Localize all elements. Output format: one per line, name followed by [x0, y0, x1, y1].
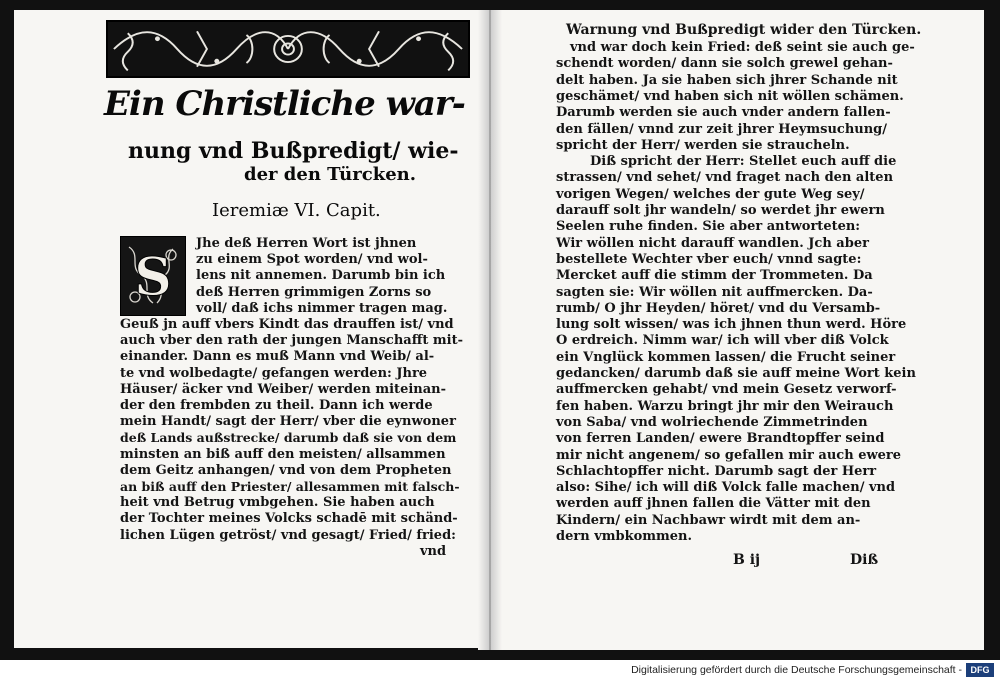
- text-line: schendt worden/ dann sie solch grewel gehan-: [556, 56, 893, 72]
- text-line: auch vber den rath der jungen Manschafft mit-: [120, 333, 464, 349]
- dfg-logo: DFG: [966, 663, 994, 677]
- text-line: deß Herren grimmigen Zorns so: [196, 284, 432, 300]
- text-line: mir nicht angenem/ so gefallen mir auch ewere: [556, 447, 902, 463]
- text-line: voll/ daß ichs nimmer tragen mag.: [196, 300, 448, 316]
- funding-credit: Digitalisierung gefördert durch die Deutsche Forschungsgemeinschaft -: [631, 664, 962, 676]
- text-line: gedancken/ darumb daß sie auff meine Wort kein: [556, 366, 916, 381]
- text-line: O erdreich. Nimm war/ ich will vber diß Volck: [556, 333, 889, 349]
- text-line: ein Vnglück kommen lassen/ die Frucht seiner: [556, 349, 896, 365]
- text-line: deß Lands außstrecke/ darumb daß sie von dem: [120, 430, 457, 446]
- digitization-footer: [0, 660, 1000, 682]
- text-line: an biß auff den Priester/ allesammen mit falsch-: [120, 479, 460, 494]
- running-head: Warnung vnd Bußpredigt wider den Türcken.: [566, 22, 922, 38]
- text-line: rumb/ O jhr Heyden/ höret/ vnd du Versamb-: [556, 300, 881, 316]
- text-line: Seelen ruhe finden. Sie aber antworteten:: [556, 219, 861, 235]
- decorated-initial: [120, 236, 186, 316]
- text-line: vnd war doch kein Fried: deß seint sie auch ge-: [570, 40, 915, 55]
- text-line: dem Geitz anhangen/ vnd von dem Propheten: [120, 462, 452, 478]
- initial-s-icon: [121, 237, 185, 315]
- text-line: Diß spricht der Herr: Stellet euch auff die: [590, 154, 897, 170]
- text-line: von Saba/ vnd wolriechende Zimmetrinden: [556, 414, 868, 430]
- text-line: darauff solt jhr wandeln/ so werdet jhr ewern: [556, 203, 885, 218]
- text-line: fen haben. Warzu bringt jhr mir den Weirauch: [556, 398, 894, 414]
- signature-mark: B ij: [733, 552, 761, 568]
- text-line: delt haben. Ja sie haben sich jhrer Schande nit: [556, 72, 898, 88]
- text-line: der Tochter meines Volcks schadē mit schänd-: [120, 511, 458, 527]
- text-line: lung solt wissen/ was ich jhnen thun werd. Höre: [556, 317, 907, 333]
- text-line: Mercket auff die stimm der Trommeten. Da: [556, 268, 873, 284]
- text-line: geschämet/ vnd haben sich nit wöllen schämen.: [556, 88, 904, 104]
- text-line: bestellete Wechter vber euch/ vnnd sagte:: [556, 251, 862, 267]
- text-line: Häuser/ äcker vnd Weiber/ werden miteinan-: [120, 381, 446, 397]
- text-line: Wir wöllen nicht darauff wandlen. Jch aber: [556, 235, 869, 251]
- text-line: einander. Dann es muß Mann vnd Weib/ al-: [120, 349, 435, 365]
- text-line: zu einem Spot worden/ vnd wol-: [196, 252, 428, 268]
- catchword: Diß: [850, 552, 879, 568]
- text-line: der den frembden zu theil. Dann ich werde: [120, 398, 433, 413]
- text-line: strassen/ vnd sehet/ vnd fraget nach den alten: [556, 170, 894, 186]
- ornamental-header-band: [106, 20, 470, 78]
- text-line: te vnd wolbedagte/ gefangen werden: Jhre: [120, 365, 428, 381]
- text-line: mein Handt/ sagt der Herr/ vber die eynwoner: [120, 414, 456, 430]
- text-line: sagten sie: Wir wöllen nit auffmercken. Da-: [556, 284, 873, 300]
- text-line: also: Sihe/ ich will diß Volck falle machen/ vnd: [556, 480, 896, 496]
- chapter-heading: Ieremiæ VI. Capit.: [212, 200, 381, 221]
- initial-letter: S: [134, 247, 172, 308]
- text-line: von ferren Landen/ ewere Brandtopffer seind: [556, 431, 885, 447]
- text-line: spricht der Herr/ werden sie straucheln.: [556, 137, 850, 153]
- text-line: lichen Lügen getröst/ vnd gesagt/ Fried/ fried:: [120, 527, 456, 543]
- ornament-icon: [108, 22, 468, 76]
- text-line: heit vnd Betrug vmbgehen. Sie haben auch: [120, 495, 435, 511]
- text-line: Kindern/ ein Nachbawr wirdt mit dem an-: [556, 512, 861, 528]
- text-line: Schlachtopffer nicht. Darumb sagt der Herr: [556, 463, 877, 479]
- text-line: den fällen/ vnnd zur zeit jhrer Heymsuchung/: [556, 121, 888, 137]
- text-line: vorigen Wegen/ welches der gute Weg sey/: [556, 186, 865, 202]
- text-line: dern vmbkommen.: [556, 529, 693, 544]
- text-line: Geuß jn auff vbers Kindt das drauffen ist/ vnd: [120, 317, 454, 332]
- text-line: vnd: [420, 543, 447, 559]
- text-line: minsten an biß auff den meisten/ allsammen: [120, 446, 446, 462]
- title-line-3: der den Türcken.: [244, 164, 416, 185]
- title-line-2: nung vnd Bußpredigt/ wie-: [128, 138, 459, 164]
- text-line: Darumb werden sie auch vnder andern fallen-: [556, 105, 891, 121]
- text-line: lens nit annemen. Darumb bin ich: [196, 268, 446, 284]
- book-gutter: [478, 10, 502, 650]
- text-line: auffmercken gehabt/ vnd mein Gesetz verworf-: [556, 382, 897, 398]
- title-line-1: Ein Christliche war-: [104, 84, 465, 124]
- text-line: werden auff jhnen fallen die Vätter mit den: [556, 496, 871, 512]
- text-line: Jhe deß Herren Wort ist jhnen: [196, 236, 417, 251]
